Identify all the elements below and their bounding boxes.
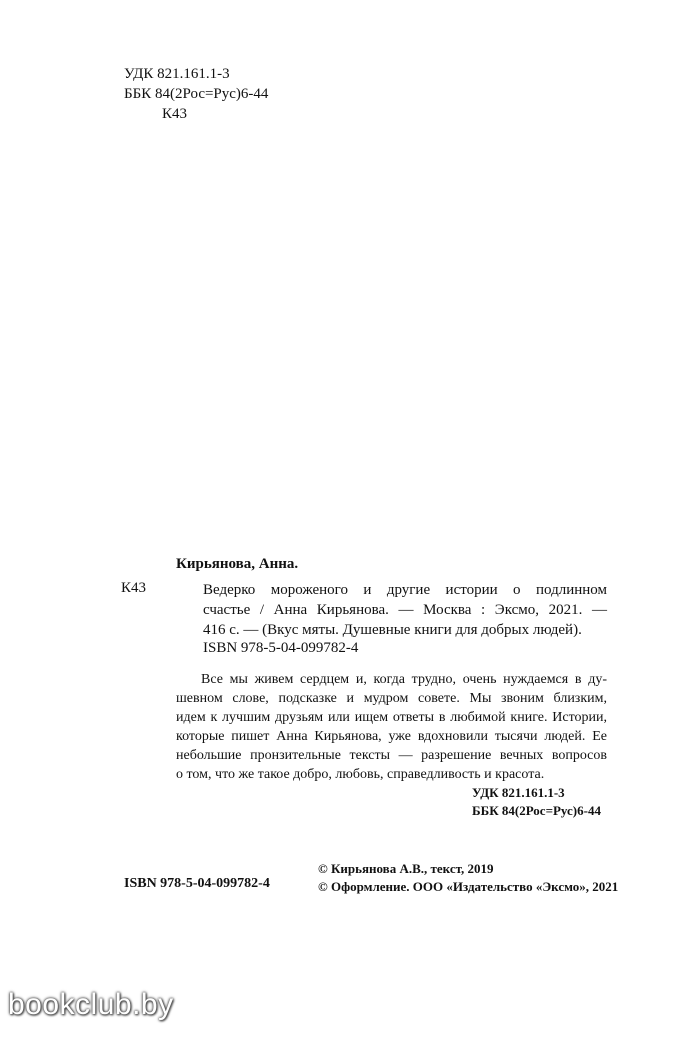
biblio-line: счастье / Анна Кирьянова. — Москва : Эксмо, 2021. — bbox=[203, 602, 607, 618]
annotation-line: Все мы живем сердцем и, когда трудно, очень нуждаемся в ду- bbox=[201, 672, 607, 687]
udk-code: УДК 821.161.1-3 bbox=[124, 66, 230, 82]
entry-classification-codes bbox=[472, 784, 601, 820]
author-mark: К43 bbox=[162, 106, 188, 122]
biblio-line: 416 с. — (Вкус мяты. Душевные книги для добрых людей). bbox=[203, 622, 582, 638]
bbk-code: ББК 84(2Рос=Рус)6-44 bbox=[124, 86, 269, 102]
biblio-line: Ведерко мороженого и другие истории о подлинном bbox=[203, 582, 607, 598]
udk-code: УДК 821.161.1-3 bbox=[472, 785, 565, 800]
bbk-code: ББК 84(2Рос=Рус)6-44 bbox=[472, 803, 601, 818]
entry-isbn: ISBN 978-5-04-099782-4 bbox=[203, 640, 359, 656]
annotation-line: небольшие пронзительные тексты — разрешение вечных вопросов bbox=[176, 748, 607, 763]
copyright-text: © Кирьянова А.В., текст, 2019 bbox=[318, 861, 494, 876]
watermark-logo: bookclub.by bbox=[8, 988, 174, 1021]
copyright-design: © Оформление. ООО «Издательство «Эксмо», 2021 bbox=[318, 879, 619, 894]
annotation-line: идем к лучшим друзьям или ищем ответы в любимой книге. Истории, bbox=[176, 710, 607, 725]
footer-isbn: ISBN 978-5-04-099782-4 bbox=[124, 876, 270, 891]
annotation-line: которые пишет Анна Кирьянова, уже вдохновили тысячи людей. Ее bbox=[176, 729, 607, 744]
annotation-line: о том, что же такое добро, любовь, справедливость и красота. bbox=[176, 767, 545, 782]
bibliographic-description bbox=[203, 580, 607, 640]
top-classification-codes bbox=[124, 64, 268, 124]
author-heading: Кирьянова, Анна. bbox=[176, 556, 299, 572]
annotation-line: шевном слове, подсказке и мудром совете. Мы звоним близким, bbox=[176, 691, 607, 706]
copyright-block bbox=[318, 860, 618, 896]
annotation bbox=[176, 670, 607, 784]
entry-author-mark: К43 bbox=[121, 580, 147, 596]
